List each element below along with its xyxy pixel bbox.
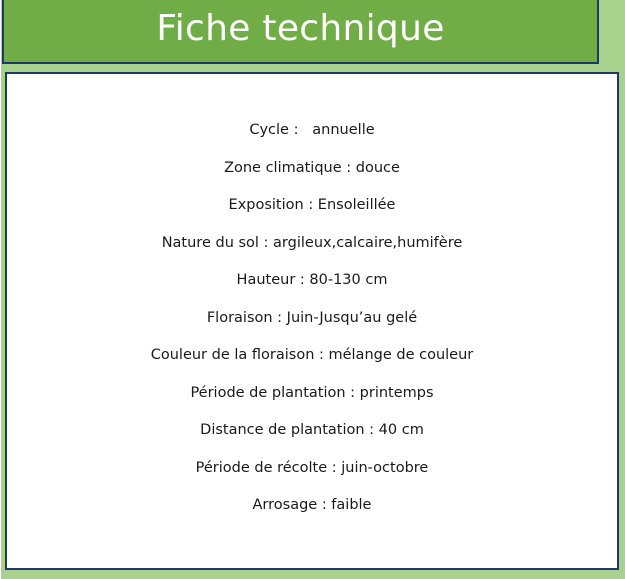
spec-cycle: Cycle : annuelle — [249, 122, 375, 138]
spec-soil: Nature du sol : argileux,calcaire,humifère — [161, 234, 463, 251]
page-title: Fiche technique — [156, 8, 445, 49]
spec-planting-period: Période de plantation : printemps — [190, 384, 434, 401]
spec-flowering: Floraison : Juin-Jusqu’au gelé — [206, 309, 418, 326]
spec-harvest-period: Période de récolte : juin-octobre — [195, 459, 429, 476]
spec-watering: Arrosage : faible — [252, 497, 372, 513]
spec-list — [7, 112, 617, 525]
spec-flower-color: Couleur de la floraison : mélange de couleur — [150, 347, 474, 363]
title-banner — [2, 0, 599, 64]
spec-panel — [5, 72, 619, 570]
spec-height: Hauteur : 80-130 cm — [236, 272, 388, 288]
spec-planting-distance: Distance de plantation : 40 cm — [200, 422, 424, 438]
spec-climate-zone: Zone climatique : douce — [224, 159, 400, 176]
spec-exposure: Exposition : Ensoleillée — [228, 197, 396, 213]
